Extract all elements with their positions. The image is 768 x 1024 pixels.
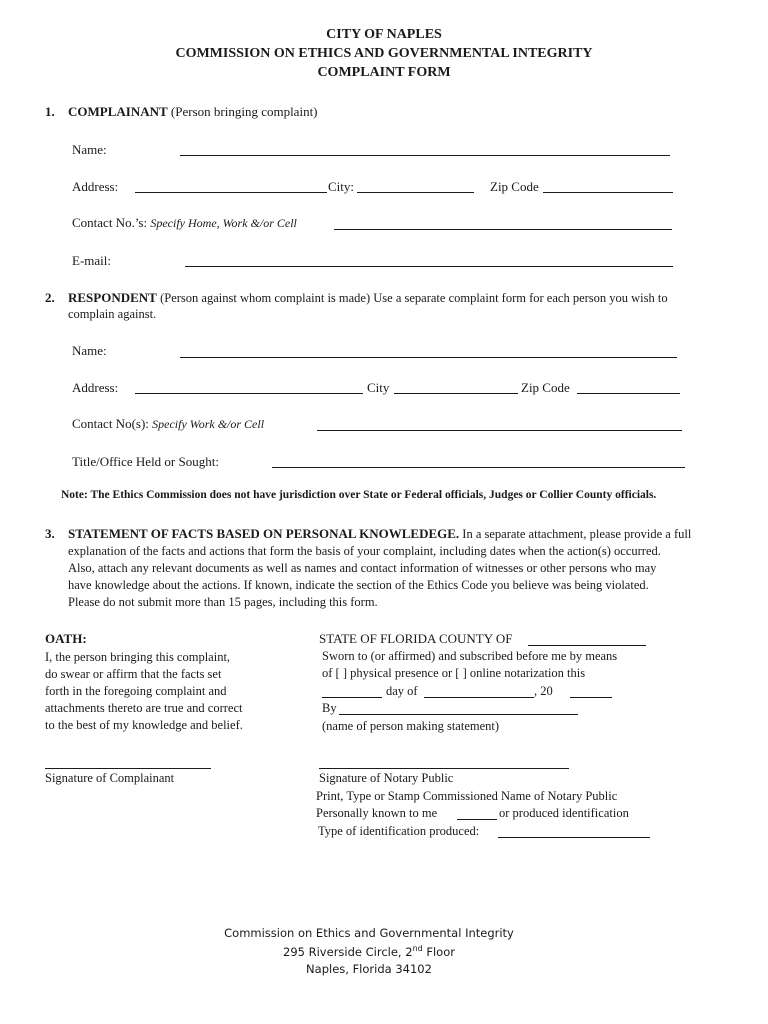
section3-line1-text: In a separate attachment, please provide a full [462, 527, 692, 541]
notary-id-field[interactable] [498, 837, 650, 838]
section1-heading [68, 104, 318, 120]
complainant-signature-label: Signature of Complainant [45, 771, 175, 785]
notary-presence-text: of [ ] physical presence or [ ] online notarization this [322, 666, 586, 680]
complainant-email-label: E-mail: [72, 253, 111, 268]
complainant-signature-field[interactable] [45, 768, 211, 769]
complainant-contact-label-text: Contact No.’s: [72, 215, 148, 230]
respondent-contact-label [72, 416, 264, 432]
section3-line1 [68, 525, 691, 543]
section3-title: STATEMENT OF FACTS BASED ON PERSONAL KNOWLEDEGE. [68, 526, 460, 541]
oath-line: forth in the foregoing complaint and [45, 684, 227, 698]
footer-commission: Commission on Ethics and Governmental Integrity [224, 926, 514, 940]
respondent-title-field[interactable] [272, 467, 685, 468]
oath-text [45, 649, 243, 734]
oath-line: to the best of my knowledge and belief. [45, 718, 243, 732]
respondent-contact-field[interactable] [317, 430, 682, 431]
respondent-contact-hint: Specify Work &/or Cell [152, 417, 265, 431]
notary-sworn-text: Sworn to (or affirmed) and subscribed before me by means [322, 649, 618, 663]
section1-title: COMPLAINANT [68, 104, 168, 119]
notary-id-label: Type of identification produced: [318, 824, 480, 838]
footer-address [0, 944, 738, 959]
respondent-name-label: Name: [72, 343, 107, 358]
oath-line: do swear or affirm that the facts set [45, 667, 222, 681]
notary-known-field[interactable] [457, 819, 497, 820]
notary-print-label: Print, Type or Stamp Commissioned Name of Notary Public [316, 789, 618, 803]
notary-county-field[interactable] [528, 645, 646, 646]
respondent-zip-label: Zip Code [521, 380, 570, 395]
respondent-address-field[interactable] [135, 393, 363, 394]
complainant-email-field[interactable] [185, 266, 673, 267]
notary-name-hint: (name of person making statement) [322, 719, 500, 733]
notary-signature-label: Signature of Notary Public [319, 771, 454, 785]
complainant-name-label: Name: [72, 142, 107, 157]
notary-known-prefix: Personally known to me [316, 806, 438, 820]
oath-title: OATH: [45, 631, 87, 646]
footer-city: Naples, Florida 34102 [306, 962, 432, 976]
notary-month-field[interactable] [424, 697, 534, 698]
complainant-city-label: City: [328, 179, 355, 194]
notary-state-label: STATE OF FLORIDA COUNTY OF [319, 631, 513, 646]
notary-day-field[interactable] [322, 697, 382, 698]
section3-number: 3. [45, 526, 55, 541]
footer-address-suffix: Floor [422, 944, 455, 959]
notary-signature-field[interactable] [319, 768, 569, 769]
section3-body [68, 525, 691, 611]
respondent-title-label: Title/Office Held or Sought: [72, 454, 219, 469]
respondent-city-field[interactable] [394, 393, 518, 394]
footer-address-sup: nd [412, 944, 423, 953]
respondent-contact-label-text: Contact No(s): [72, 416, 149, 431]
header-form-title: COMPLAINT FORM [317, 65, 451, 80]
section3-line2: explanation of the facts and actions that form the basis of your complaint, including dates when the action(s) occurred. [68, 544, 661, 558]
footer-address-prefix: 295 Riverside Circle, 2 [283, 944, 413, 959]
notary-day-label: day of [386, 684, 418, 698]
complainant-contact-hint: Specify Home, Work &/or Cell [150, 216, 297, 230]
header-commission: COMMISSION ON ETHICS AND GOVERNMENTAL INTEGRITY [175, 46, 593, 61]
section1-number: 1. [45, 104, 55, 119]
complainant-contact-label [72, 215, 297, 231]
complainant-zip-field[interactable] [543, 192, 673, 193]
notary-by-field[interactable] [339, 714, 578, 715]
section2-desc-line1: (Person against whom complaint is made) Use a separate complaint form for each person you wish to [160, 291, 668, 305]
complainant-name-field[interactable] [180, 155, 670, 156]
oath-line: attachments thereto are true and correct [45, 701, 243, 715]
section2-desc-line2: complain against. [68, 307, 157, 321]
notary-by-label: By [322, 701, 337, 715]
notary-year-prefix: , 20 [534, 684, 553, 698]
header-city: CITY OF NAPLES [326, 27, 442, 42]
section2-number: 2. [45, 290, 55, 305]
section3-line3: Also, attach any relevant documents as well as names and contact information of witnesses or other persons who may [68, 561, 657, 575]
section3-line4: have knowledge about the actions. If known, indicate the section of the Ethics Code you believe was being violated. [68, 578, 649, 592]
respondent-address-label: Address: [72, 380, 119, 395]
respondent-zip-field[interactable] [577, 393, 680, 394]
oath-line: I, the person bringing this complaint, [45, 650, 231, 664]
complainant-city-field[interactable] [357, 192, 474, 193]
section1-subtitle: (Person bringing complaint) [170, 104, 318, 119]
section2-heading [68, 290, 668, 306]
respondent-name-field[interactable] [180, 357, 677, 358]
complainant-address-field[interactable] [135, 192, 327, 193]
complainant-zip-label: Zip Code [490, 179, 539, 194]
respondent-city-label: City [367, 380, 390, 395]
jurisdiction-note: Note: The Ethics Commission does not have jurisdiction over State or Federal officials, Judges or Collier County officials. [61, 489, 657, 501]
notary-year-field[interactable] [570, 697, 612, 698]
complainant-address-label: Address: [72, 179, 119, 194]
section2-title: RESPONDENT [68, 290, 157, 305]
section3-line5: Please do not submit more than 15 pages, including this form. [68, 595, 378, 609]
complainant-contact-field[interactable] [334, 229, 672, 230]
notary-known-suffix: or produced identification [499, 806, 629, 820]
